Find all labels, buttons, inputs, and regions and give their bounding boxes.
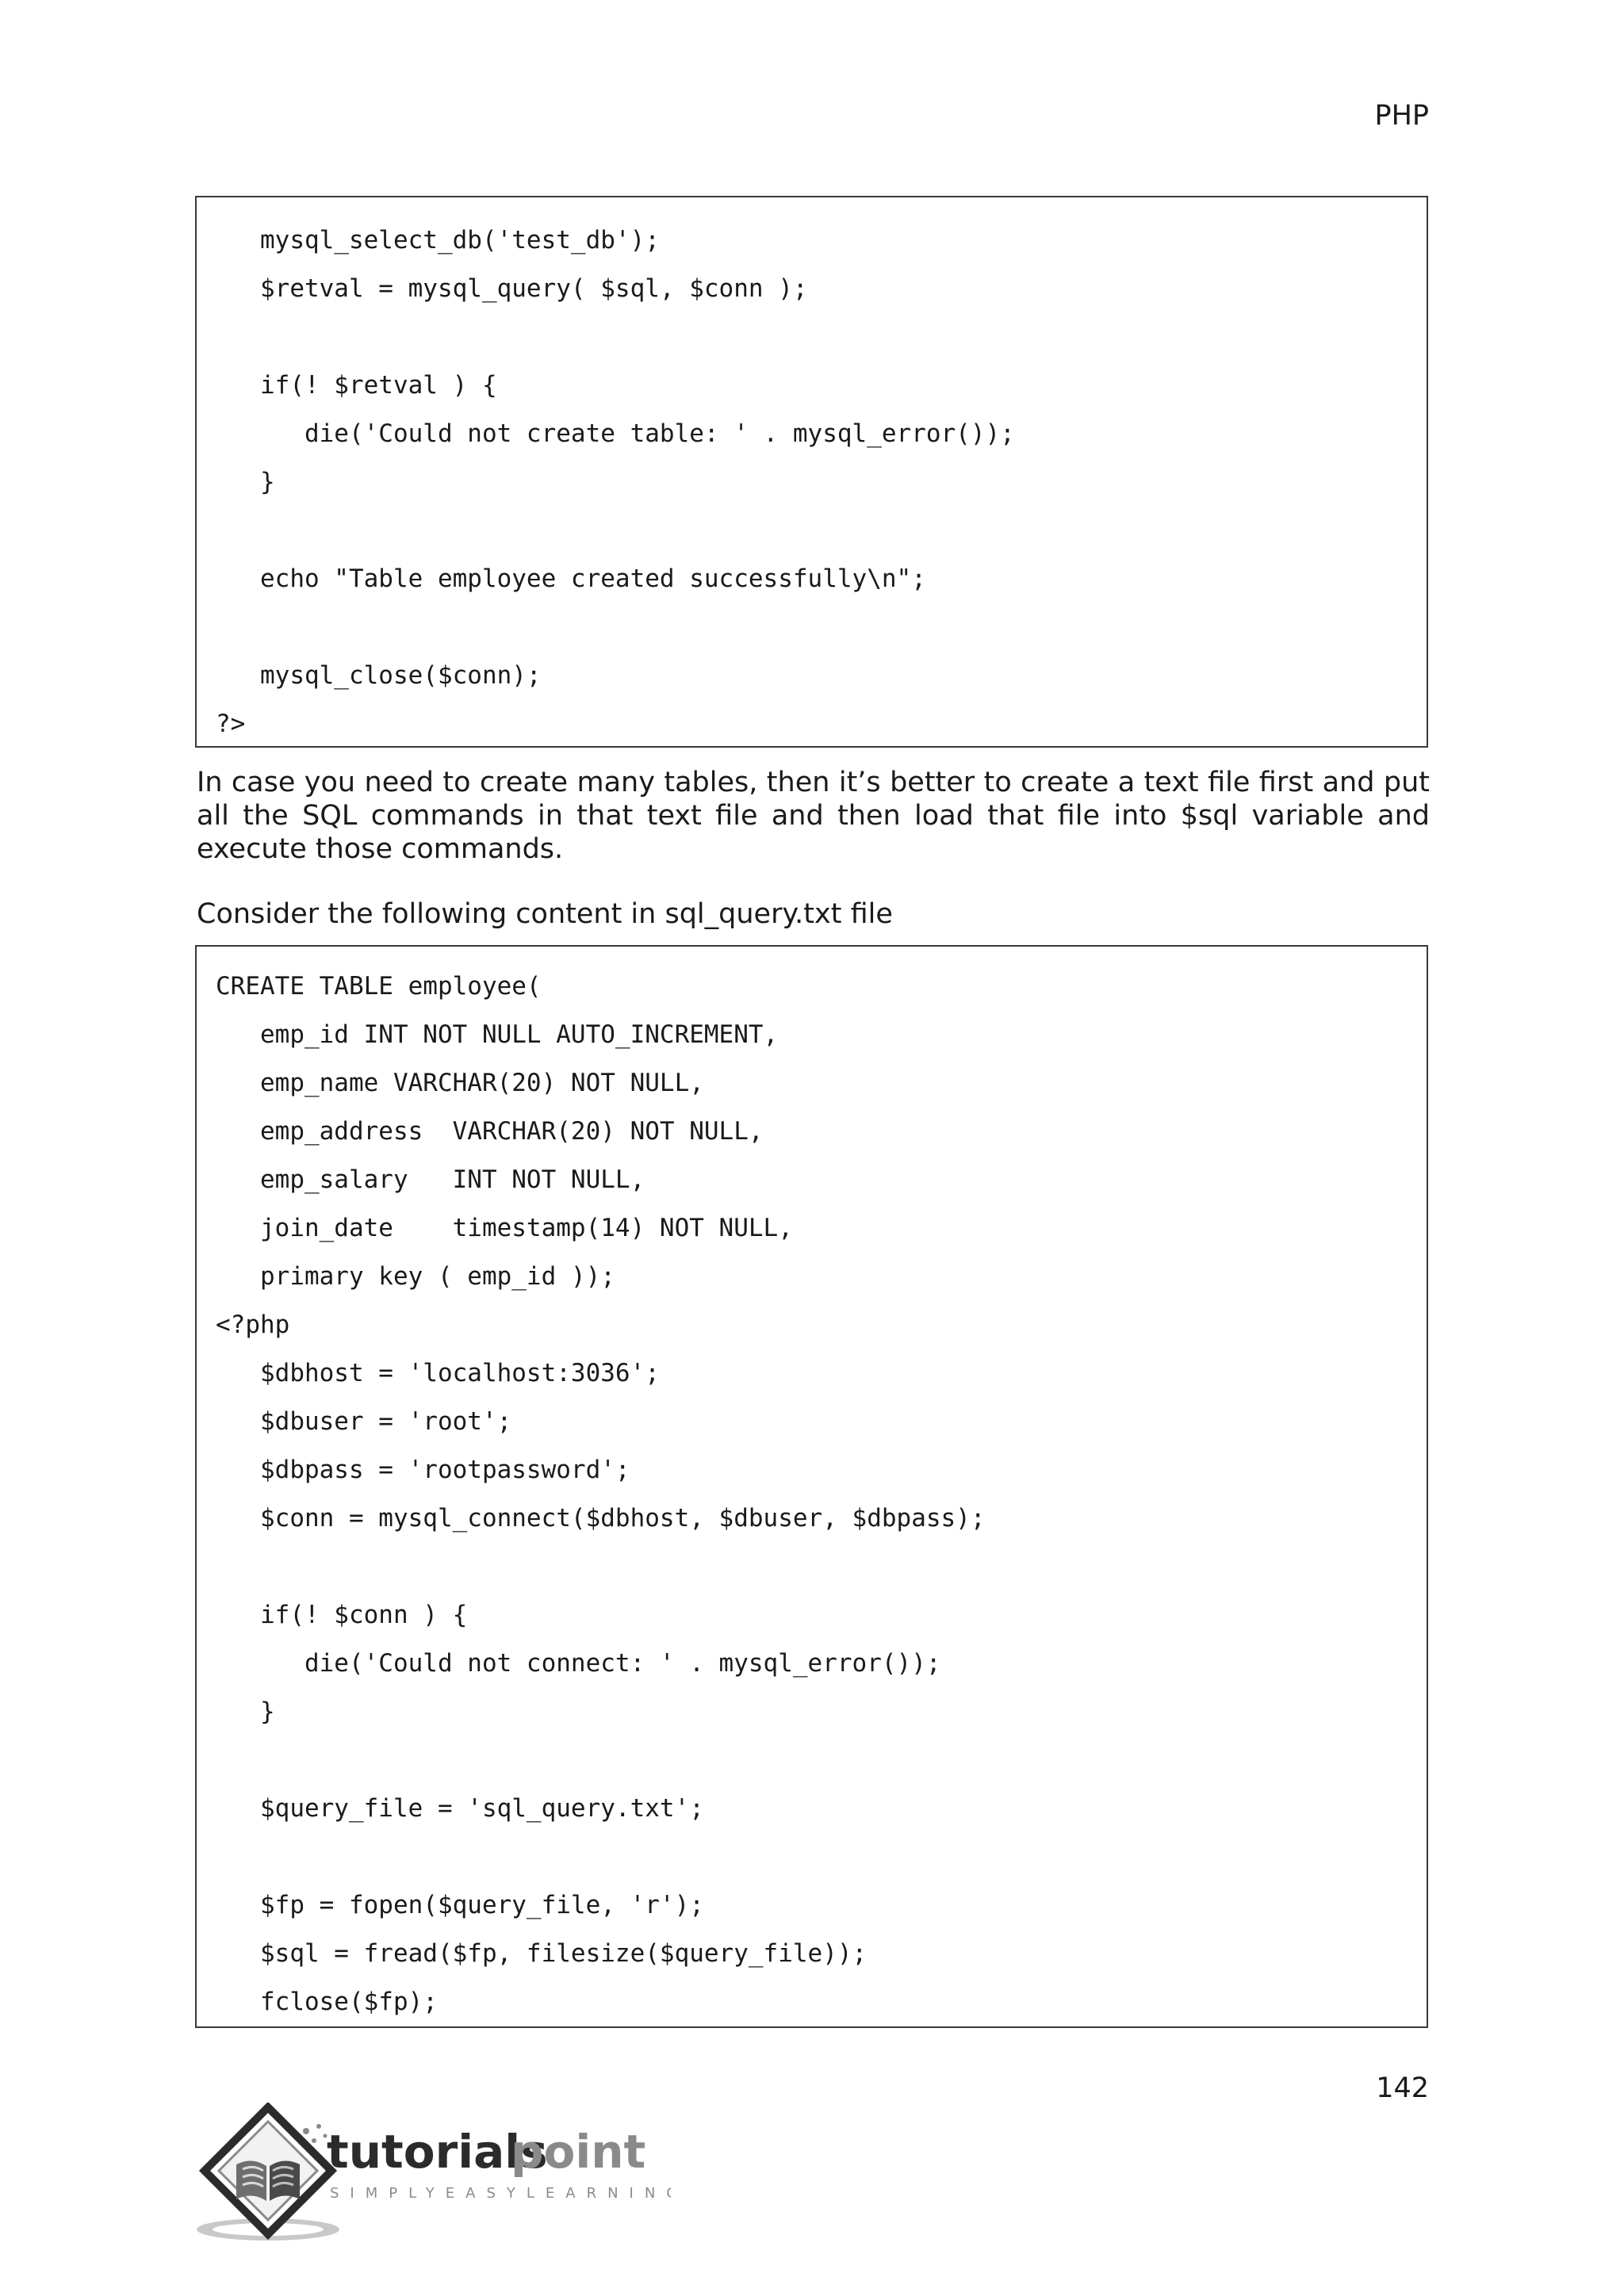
book-diamond-logo-icon xyxy=(195,2103,671,2245)
code-line: $retval = mysql_query( $sql, $conn ); xyxy=(216,274,808,303)
code-line xyxy=(216,1543,1427,1591)
running-header: PHP xyxy=(1374,100,1429,132)
logo-wordmark-part-2: point xyxy=(511,2125,646,2179)
code-line: fclose($fp); xyxy=(216,1988,438,2016)
code-block-php-create-table-end xyxy=(195,196,1428,748)
code-line: mysql_close($conn); xyxy=(216,661,542,690)
code-line: join_date timestamp(14) NOT NULL, xyxy=(216,1214,793,1242)
logo-tagline: SIMPLYEASYLEARNING xyxy=(330,2185,671,2202)
code-line: $conn = mysql_connect($dbhost, $dbuser, $dbpass); xyxy=(216,1504,986,1533)
body-paragraph: Consider the following content in sql_query.txt file xyxy=(197,898,893,930)
code-line: $dbhost = 'localhost:3036'; xyxy=(216,1359,660,1387)
code-line: die('Could not connect: ' . mysql_error()); xyxy=(216,1649,941,1678)
page-number: 142 xyxy=(1376,2072,1429,2104)
code-line xyxy=(216,603,1427,652)
code-line xyxy=(216,313,1427,362)
logo-wordmark-part-1: tutorials xyxy=(327,2125,548,2179)
code-line: $sql = fread($fp, filesize($query_file)); xyxy=(216,1939,868,1968)
code-line xyxy=(216,1833,1427,1881)
tutorialspoint-logo xyxy=(195,2103,671,2245)
code-line: <?php xyxy=(216,1311,290,1339)
code-block-sql-query-file xyxy=(195,945,1428,2028)
code-line xyxy=(216,507,1427,555)
code-line xyxy=(216,1736,1427,1785)
code-line: emp_address VARCHAR(20) NOT NULL, xyxy=(216,1117,764,1146)
code-line: CREATE TABLE employee( xyxy=(216,972,542,1001)
code-line: primary key ( emp_id )); xyxy=(216,1262,615,1291)
code-line: die('Could not create table: ' . mysql_error()); xyxy=(216,419,1015,448)
code-line: } xyxy=(216,1697,275,1726)
code-line: } xyxy=(216,468,275,496)
code-line: if(! $retval ) { xyxy=(216,371,497,400)
code-line: $dbuser = 'root'; xyxy=(216,1407,512,1436)
code-line: mysql_select_db('test_db'); xyxy=(216,226,660,254)
body-paragraph: In case you need to create many tables, then it’s better to create a text file first and put all the SQL commands in that text file and then load that file into $sql variable and execute those commands. xyxy=(197,767,1430,865)
code-line: if(! $conn ) { xyxy=(216,1601,468,1629)
code-line: ?> xyxy=(216,710,246,738)
code-line: $query_file = 'sql_query.txt'; xyxy=(216,1794,704,1823)
code-line: $fp = fopen($query_file, 'r'); xyxy=(216,1891,704,1919)
code-line: $dbpass = 'rootpassword'; xyxy=(216,1456,630,1484)
code-line: emp_name VARCHAR(20) NOT NULL, xyxy=(216,1069,704,1097)
code-line: emp_id INT NOT NULL AUTO_INCREMENT, xyxy=(216,1020,779,1049)
code-line: emp_salary INT NOT NULL, xyxy=(216,1165,645,1194)
code-line: echo "Table employee created successfully\n"; xyxy=(216,564,926,593)
